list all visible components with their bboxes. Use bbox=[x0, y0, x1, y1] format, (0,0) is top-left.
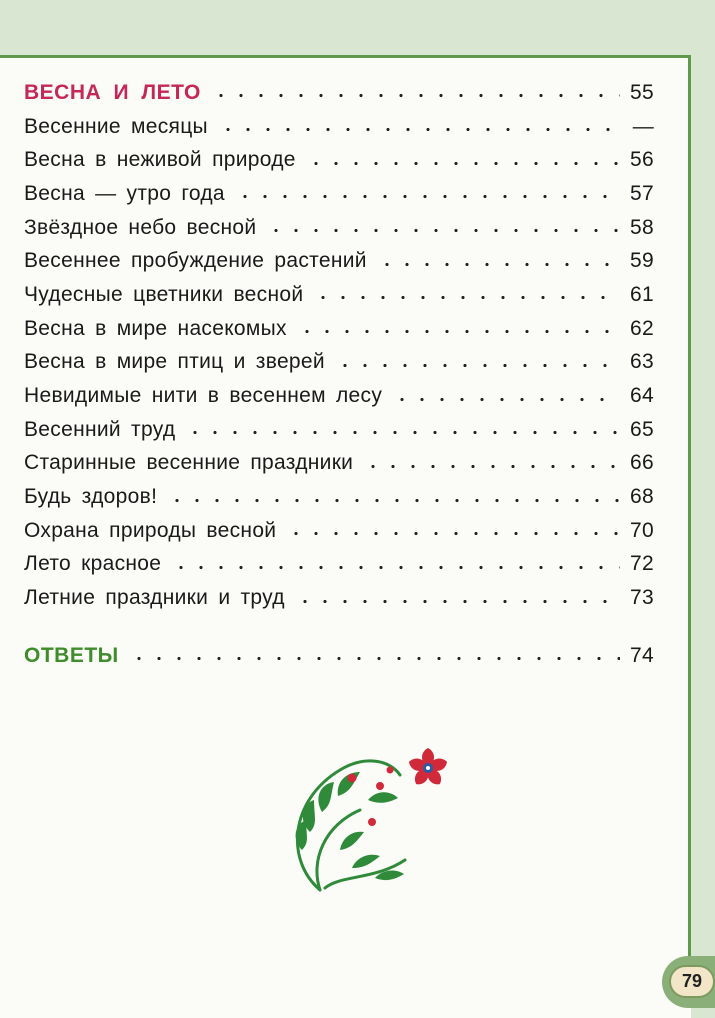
toc-item-page: 56 bbox=[630, 148, 654, 172]
answers-page-number: 74 bbox=[630, 643, 654, 667]
toc-item-page: 59 bbox=[630, 249, 654, 273]
toc-item[interactable] bbox=[24, 514, 654, 548]
dot-leader bbox=[291, 582, 620, 615]
toc-item[interactable] bbox=[24, 110, 654, 144]
toc-answers-heading[interactable] bbox=[24, 639, 654, 673]
toc-item-title: Весна — утро года bbox=[24, 182, 231, 206]
toc-item-page: 61 bbox=[630, 282, 654, 306]
dot-leader bbox=[231, 177, 620, 210]
dot-leader bbox=[331, 346, 620, 379]
dot-leader bbox=[181, 413, 620, 446]
section-page-number: 55 bbox=[630, 80, 654, 104]
table-of-contents bbox=[24, 76, 654, 673]
toc-section-heading[interactable] bbox=[24, 76, 654, 110]
dot-leader bbox=[309, 278, 620, 311]
toc-item-page: 64 bbox=[630, 384, 654, 408]
dot-leader bbox=[207, 76, 620, 109]
toc-item-title: Весенние месяцы bbox=[24, 115, 214, 139]
right-frame-line bbox=[688, 57, 691, 963]
toc-item[interactable] bbox=[24, 177, 654, 211]
toc-item-title: Весна в мире насекомых bbox=[24, 317, 293, 341]
dot-leader bbox=[163, 481, 620, 514]
toc-item[interactable] bbox=[24, 312, 654, 346]
dot-leader bbox=[214, 110, 620, 143]
toc-item[interactable] bbox=[24, 211, 654, 245]
toc-item-page: 63 bbox=[630, 350, 654, 374]
toc-item[interactable] bbox=[24, 143, 654, 177]
toc-item-page: 57 bbox=[630, 181, 654, 205]
toc-item[interactable] bbox=[24, 413, 654, 447]
toc-item-page: 58 bbox=[630, 215, 654, 239]
toc-item-title: Весенний труд bbox=[24, 418, 181, 442]
dot-leader bbox=[359, 447, 620, 480]
toc-item-title: Охрана природы весной bbox=[24, 519, 282, 543]
dot-leader bbox=[262, 211, 620, 244]
toc-item-title: Летние праздники и труд bbox=[24, 586, 291, 610]
toc-item-title: Старинные весенние праздники bbox=[24, 451, 359, 475]
toc-item[interactable] bbox=[24, 379, 654, 413]
dot-leader bbox=[282, 514, 620, 547]
toc-item-page: 66 bbox=[630, 451, 654, 475]
toc-item-page: 73 bbox=[630, 586, 654, 610]
toc-item[interactable] bbox=[24, 548, 654, 582]
toc-item[interactable] bbox=[24, 346, 654, 380]
toc-item[interactable] bbox=[24, 278, 654, 312]
toc-item-page: 72 bbox=[630, 552, 654, 576]
toc-item-title: Весеннее пробуждение растений bbox=[24, 249, 373, 273]
toc-item-title: Невидимые нити в весеннем лесу bbox=[24, 384, 388, 408]
toc-item-page: 68 bbox=[630, 485, 654, 509]
toc-item-title: Звёздное небо весной bbox=[24, 216, 262, 240]
toc-item[interactable] bbox=[24, 244, 654, 278]
toc-item-title: Будь здоров! bbox=[24, 485, 163, 509]
answers-title: ОТВЕТЫ bbox=[24, 644, 125, 668]
section-title: ВЕСНА И ЛЕТО bbox=[24, 81, 207, 105]
dot-leader bbox=[293, 312, 620, 345]
toc-item-page: 65 bbox=[630, 417, 654, 441]
toc-item-page: — bbox=[632, 114, 654, 138]
toc-item-title: Весна в мире птиц и зверей bbox=[24, 350, 331, 374]
toc-item-page: 70 bbox=[630, 518, 654, 542]
toc-item[interactable] bbox=[24, 447, 654, 481]
right-decorative-band bbox=[691, 57, 715, 1018]
dot-leader bbox=[125, 639, 620, 672]
toc-item-page: 62 bbox=[630, 316, 654, 340]
toc-item-title: Чудесные цветники весной bbox=[24, 283, 309, 307]
dot-leader bbox=[167, 548, 620, 581]
top-frame-line bbox=[0, 55, 691, 58]
toc-item[interactable] bbox=[24, 581, 654, 615]
dot-leader bbox=[373, 245, 620, 278]
dot-leader bbox=[388, 380, 620, 413]
toc-item-title: Лето красное bbox=[24, 552, 167, 576]
top-decorative-band bbox=[0, 0, 715, 57]
floral-ornament-icon bbox=[280, 740, 460, 900]
dot-leader bbox=[302, 144, 620, 177]
toc-item-title: Весна в неживой природе bbox=[24, 148, 302, 172]
page-number: 79 bbox=[669, 965, 715, 998]
toc-item[interactable] bbox=[24, 480, 654, 514]
